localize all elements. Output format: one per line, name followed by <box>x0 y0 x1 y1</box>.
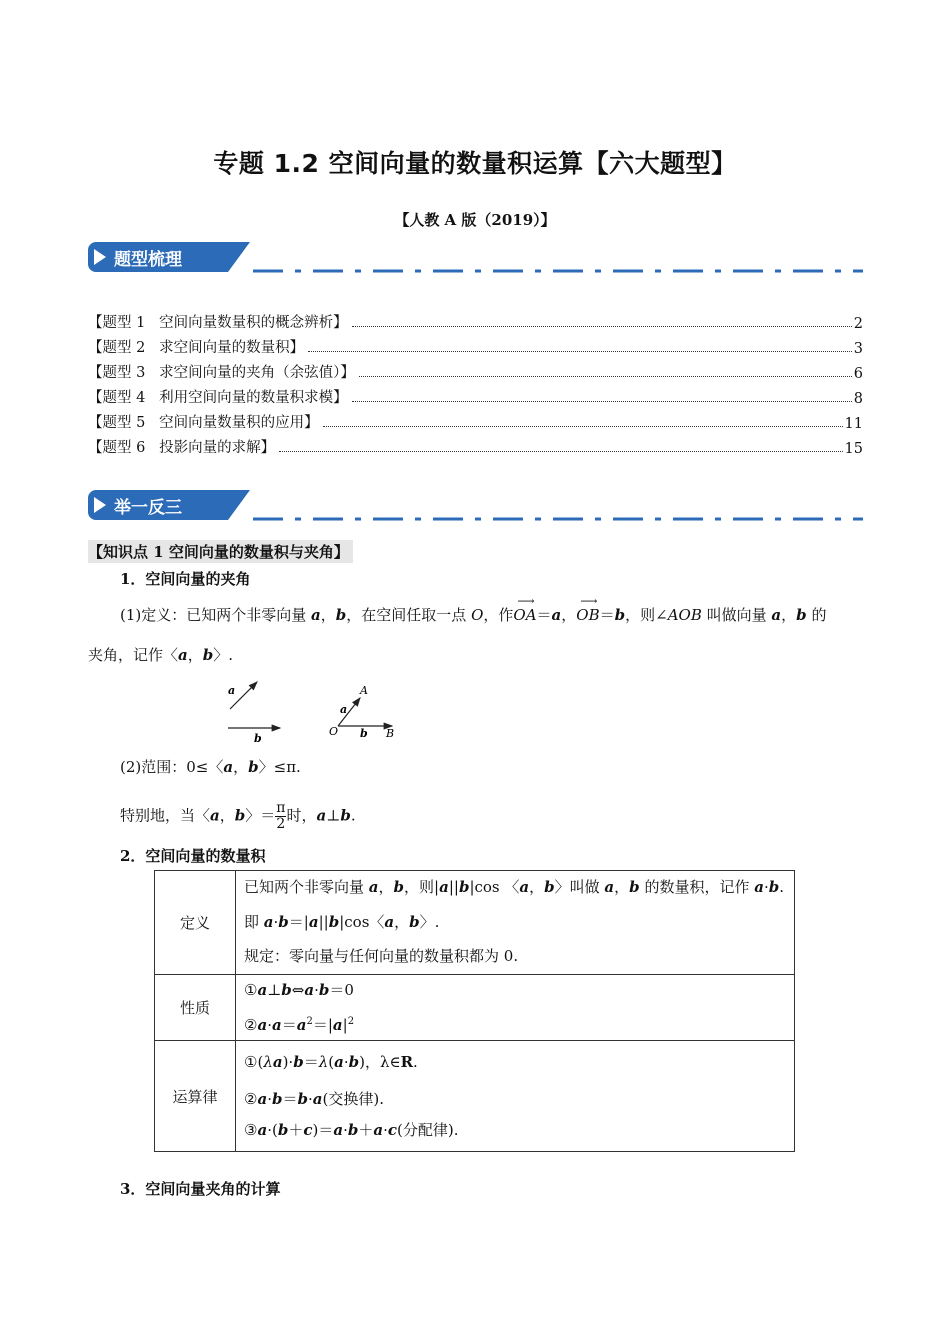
section-banner-overview <box>88 242 863 276</box>
dash-dot-divider <box>253 516 863 522</box>
angle-figure <box>220 676 410 746</box>
page-subtitle: 【人教 A 版（2019）】 <box>394 211 556 229</box>
play-icon <box>94 249 106 265</box>
label-B: B <box>386 727 395 740</box>
label-O: O <box>329 725 339 738</box>
toc-item-label: 【题型 3 求空间向量的夹角（余弦值）】 <box>88 365 355 381</box>
banner-label: 题型梳理 <box>114 250 182 270</box>
toc-page: 8 <box>853 391 863 407</box>
toc-leader <box>352 401 852 402</box>
banner-label: 举一反三 <box>114 498 182 518</box>
label-a2: a <box>340 703 348 716</box>
dot-product-table <box>154 870 795 1152</box>
toc-leader <box>359 376 852 377</box>
toc-item-label: 【题型 5 空间向量数量积的应用】 <box>88 415 319 431</box>
toc-item[interactable] <box>88 360 863 382</box>
section-heading: 1．空间向量的夹角 <box>120 570 251 588</box>
toc-item[interactable] <box>88 310 863 332</box>
toc-leader <box>323 426 843 427</box>
toc-item-label: 【题型 6 投影向量的求解】 <box>88 440 276 456</box>
toc-item-label: 【题型 2 求空间向量的数量积】 <box>88 340 305 356</box>
definition-line: (1)定义：已知两个非零向量 a，b，在空间任取一点 O，作 ⟶ OA＝a， ⟶ OB＝b，则∠AOB 叫做向量 a，b 的 <box>120 594 827 624</box>
toc-leader <box>279 451 842 452</box>
range-line: (2)范围：0≤〈a，b〉≤π. <box>120 758 301 776</box>
toc-page: 11 <box>844 416 863 432</box>
page-title: 专题 1.2 空间向量的数量积运算【六大题型】 <box>213 149 737 178</box>
label-a: a <box>228 684 236 697</box>
toc-item[interactable] <box>88 410 863 432</box>
section-banner-examples <box>88 490 863 524</box>
table-label-definition: 定义 <box>155 871 236 975</box>
toc-leader <box>352 326 852 327</box>
label-b2: b <box>360 727 368 740</box>
toc-leader <box>308 351 852 352</box>
laws-cell: ①(λa)·b＝λ(a·b)，λ∈R. ②a·b＝b·a(交换律). ③a·(b＋c)＝a·b＋a·c(分配律). <box>236 1041 795 1152</box>
toc-item[interactable] <box>88 435 863 457</box>
toc-page: 15 <box>844 441 863 457</box>
toc-page: 3 <box>853 341 863 357</box>
definition-line-2: 夹角，记作〈a，b〉. <box>88 646 234 664</box>
toc-item[interactable] <box>88 335 863 357</box>
label-A: A <box>360 684 368 697</box>
special-case-line: 特别地，当〈a，b〉＝ $\frac{\pi}{2}$ 时，a⊥b. <box>120 800 356 832</box>
definition-cell: 已知两个非零向量 a，b，则|a||b|cos 〈a，b〉叫做 a，b 的数量积，记作 a·b. 即 a·b＝|a||b|cos〈a，b〉. 规定：零向量与任何向量的数量积都为 0. <box>236 871 795 975</box>
knowledge-point-heading: 【知识点 1 空间向量的数量积与夹角】 <box>88 540 353 563</box>
toc-page: 2 <box>853 316 863 332</box>
properties-cell: ①a⊥b⇔a·b＝0 $②a\cdot a=a^2=|a|^2$ <box>236 975 795 1041</box>
toc-page: 6 <box>853 366 863 382</box>
table-label-laws: 运算律 <box>155 1041 236 1152</box>
dash-dot-divider <box>253 268 863 274</box>
table-label-properties: 性质 <box>155 975 236 1041</box>
play-icon <box>94 497 106 513</box>
label-b: b <box>254 732 262 745</box>
section-heading: 3．空间向量夹角的计算 <box>120 1180 281 1198</box>
section-heading: 2．空间向量的数量积 <box>120 847 266 865</box>
toc-item-label: 【题型 4 利用空间向量的数量积求模】 <box>88 390 348 406</box>
toc-item-label: 【题型 1 空间向量数量积的概念辨析】 <box>88 315 348 331</box>
toc-item[interactable] <box>88 385 863 407</box>
